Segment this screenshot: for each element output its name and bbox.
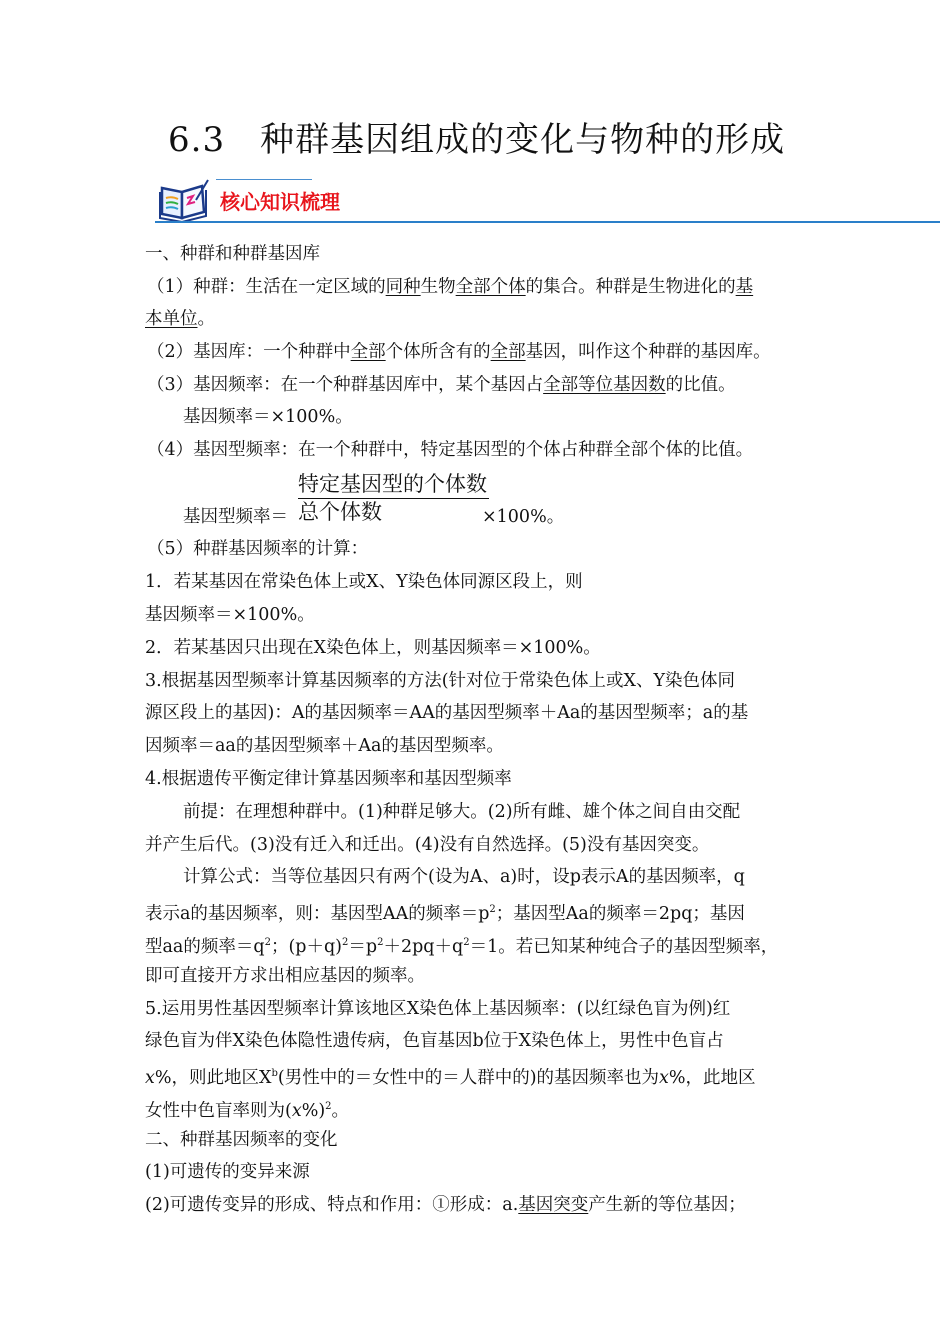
text-line: [145, 1160, 310, 1184]
text-segment: ；基因型Aa的频率＝2pq；基因: [495, 904, 745, 924]
text-segment: 2: [342, 937, 349, 948]
text-line: [145, 242, 320, 266]
text-line: [145, 603, 315, 627]
page-title: 6.3 种群基因组成的变化与物种的形成: [168, 120, 786, 160]
text-segment: 的比值。: [665, 375, 736, 395]
text-segment: 个体所含有的: [385, 342, 491, 362]
book-icon: [158, 178, 210, 222]
text-line: [145, 931, 778, 959]
text-line: [145, 964, 425, 988]
text-line: [145, 1029, 724, 1053]
text-segment: (1)可遗传的变异来源: [145, 1162, 310, 1182]
text-segment: 基因，叫作这个种群的基因库。: [525, 342, 771, 362]
text-segment: 生物: [420, 277, 456, 297]
text-segment: 2: [325, 1101, 332, 1112]
text-line: [145, 997, 730, 1021]
text-segment: 。: [197, 309, 215, 329]
text-segment: 并产生后代。(3)没有迁入和迁出。(4)没有自然选择。(5)没有基因突变。: [145, 835, 710, 855]
text-segment: 3.根据基因型频率计算基因频率的方法(针对位于常染色体上或X、Y染色体同: [145, 671, 736, 691]
text-line: [145, 669, 735, 693]
text-segment: 基因频率＝×100%。: [145, 605, 315, 625]
underlined-key-term: 全部: [490, 342, 526, 362]
fraction-prefix: 基因型频率＝: [183, 507, 288, 527]
text-line: [183, 405, 353, 429]
text-segment: 计算公式：当等位基因只有两个(设为A、a)时，设p表示A的基因频率，q: [183, 867, 745, 887]
text-segment: 源区段上的基因)：A的基因频率＝AA的基因型频率＋Aa的基因型频率；a的基: [145, 703, 749, 723]
text-segment: 女性中色盲率则为(: [145, 1101, 292, 1121]
text-segment: 的集合。种群是生物进化的: [525, 277, 736, 297]
text-line: [145, 1095, 349, 1123]
text-segment: 型aa的频率＝q: [145, 937, 265, 957]
text-segment: 1．若某基因在常染色体上或X、Y染色体同源区段上，则: [145, 572, 583, 592]
text-segment: 2: [377, 937, 384, 948]
text-line: [145, 570, 583, 594]
text-segment: 5.运用男性基因型频率计算该地区X染色体上基因频率：(以红绿色盲为例)红: [145, 999, 731, 1019]
text-line: [145, 1062, 756, 1090]
text-segment: x: [145, 1068, 155, 1088]
underlined-key-term: 同种: [385, 277, 421, 297]
text-segment: 一、种群和种群基因库: [145, 244, 320, 264]
text-line: [145, 701, 748, 725]
underlined-key-term: 全部等位基因数: [543, 375, 666, 395]
section-header: 核心知识梳理: [220, 190, 340, 214]
underlined-key-term: 全部个体: [455, 277, 526, 297]
fraction-denominator: 总个体数: [298, 500, 382, 524]
text-line: [145, 833, 709, 857]
text-segment: ；(p＋q): [270, 937, 343, 957]
text-segment: ＝p: [348, 937, 378, 957]
text-line: [147, 340, 771, 364]
text-segment: 前提：在理想种群中。(1)种群足够大。(2)所有雌、雄个体之间自由交配: [183, 802, 741, 822]
underlined-key-term: 基因突变: [518, 1195, 589, 1215]
text-line: [145, 636, 601, 660]
text-line: [183, 800, 740, 824]
text-line: [145, 1128, 338, 1152]
fraction-suffix: ×100%。: [482, 507, 565, 527]
text-segment: 产生新的等位基因；: [588, 1195, 746, 1215]
underlined-key-term: 本单位: [145, 309, 198, 329]
text-segment: （3）基因频率：在一个种群基因库中，某个基因占: [147, 375, 544, 395]
text-segment: b: [271, 1068, 278, 1079]
text-segment: 。: [331, 1101, 350, 1121]
text-segment: 2: [489, 904, 496, 915]
text-line: [145, 734, 504, 758]
text-segment: (男性中的＝女性中的＝人群中的)的基因频率也为: [277, 1068, 660, 1088]
text-line: [183, 865, 745, 889]
text-segment: %，此地区: [668, 1068, 756, 1088]
text-segment: （2）基因库：一个种群中: [147, 342, 351, 362]
text-line: [145, 767, 512, 791]
text-segment: （5）种群基因频率的计算：: [147, 539, 369, 559]
text-segment: 二、种群基因频率的变化: [145, 1130, 338, 1150]
header-divider: [155, 221, 940, 223]
text-segment: 2: [264, 937, 271, 948]
text-segment: 2: [463, 937, 470, 948]
text-segment: 绿色盲为伴X染色体隐性遗传病，色盲基因b位于X染色体上，男性中色盲占: [145, 1031, 724, 1051]
text-line: [147, 537, 368, 561]
text-segment: %): [301, 1101, 326, 1121]
text-segment: （1）种群：生活在一定区域的: [147, 277, 386, 297]
text-segment: x: [291, 1101, 302, 1121]
text-line: [147, 373, 736, 397]
text-segment: 表示a的基因频率，则：基因型AA的频率＝p: [145, 904, 490, 924]
text-segment: x: [659, 1068, 669, 1088]
text-segment: 即可直接开方求出相应基因的频率。: [145, 966, 425, 986]
text-segment: ＋2pq＋q: [383, 937, 464, 957]
text-segment: 2．若某基因只出现在X染色体上，则基因频率＝×100%。: [145, 638, 601, 658]
text-segment: ＝1。若已知某种纯合子的基因型频率，: [469, 937, 779, 957]
text-line: [145, 307, 215, 331]
text-segment: (2)可遗传变异的形成、特点和作用：①形成：a.: [145, 1195, 519, 1215]
text-segment: 因频率＝aa的基因型频率＋Aa的基因型频率。: [145, 736, 504, 756]
text-line: [147, 275, 753, 299]
text-line: [145, 898, 745, 926]
text-segment: %，则此地区X: [154, 1068, 272, 1088]
underlined-key-term: 基: [735, 277, 754, 297]
text-segment: 4.根据遗传平衡定律计算基因频率和基因型频率: [145, 769, 512, 789]
text-segment: 基因频率＝×100%。: [183, 407, 353, 427]
text-line: [145, 1193, 746, 1217]
text-segment: （4）基因型频率：在一个种群中，特定基因型的个体占种群全部个体的比值。: [147, 440, 754, 460]
text-line: [147, 438, 753, 462]
fraction-numerator: 特定基因型的个体数: [298, 470, 489, 499]
header-accent-line: [216, 179, 312, 180]
underlined-key-term: 全部: [350, 342, 386, 362]
